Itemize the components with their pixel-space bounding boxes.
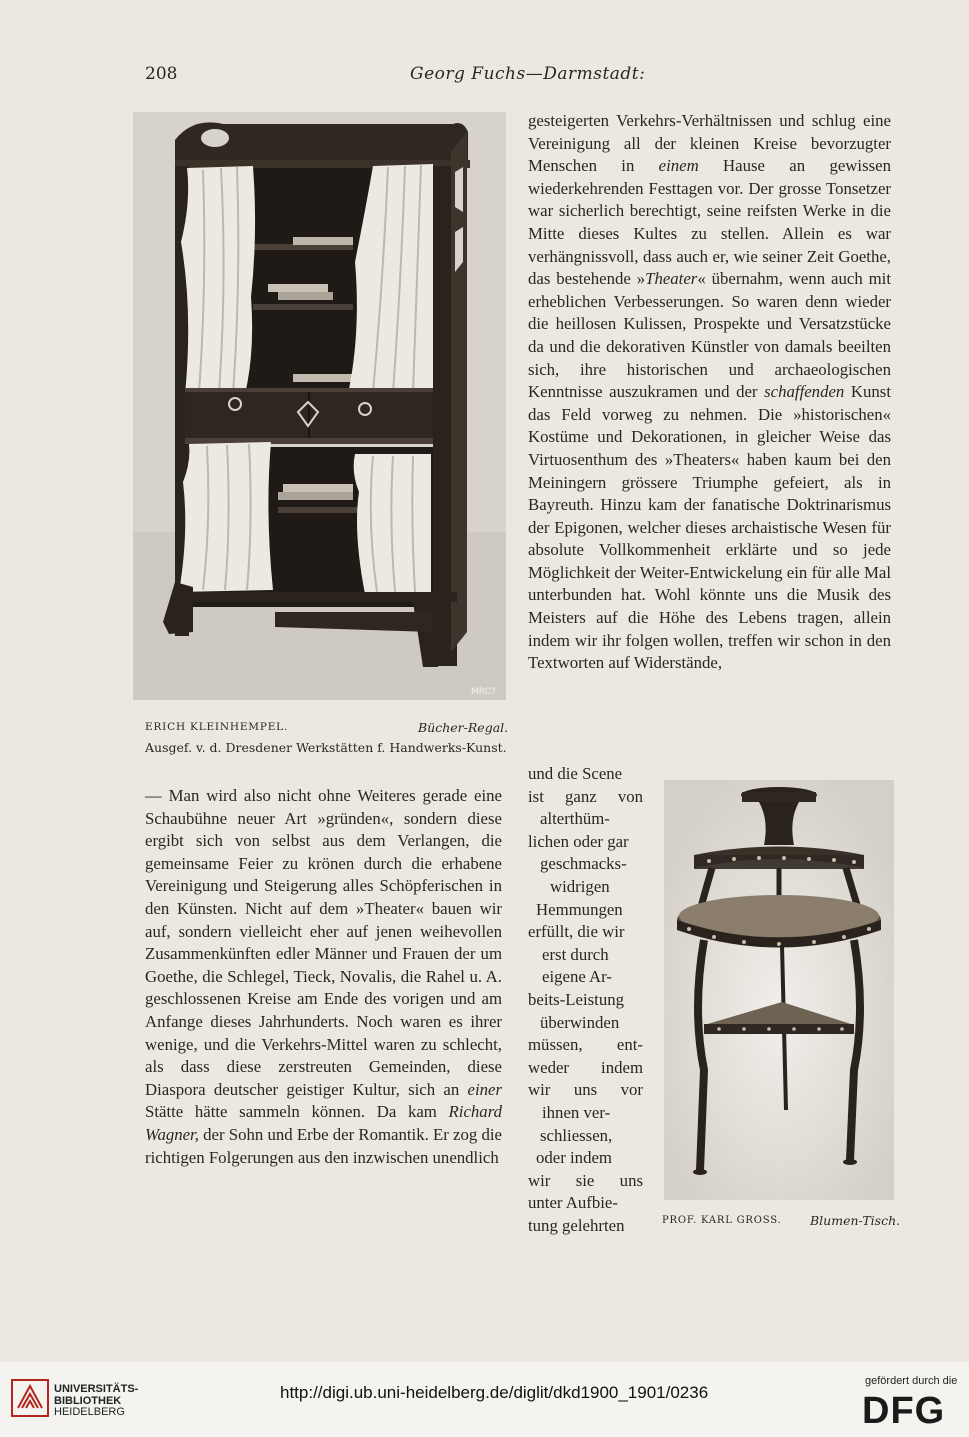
bookshelf-photo [133, 112, 506, 700]
body-text-left [145, 785, 502, 1169]
caption-designer-2: PROF. KARL GROSS. [662, 1215, 782, 1226]
narrow-line: wir uns vor [528, 1080, 643, 1100]
narrow-line: Hemmungen [536, 899, 623, 919]
narrow-line: beits-Leistung [528, 989, 625, 1009]
narrow-line: müssen, ent- [528, 1035, 643, 1055]
narrow-line: überwinden [540, 1012, 620, 1032]
narrow-line: und die Scene [528, 764, 623, 783]
narrow-line: oder indem [536, 1148, 612, 1168]
narrow-line: schliessen, [540, 1125, 613, 1145]
figure-bookshelf [133, 112, 506, 700]
photo-monogram: MRC? [471, 687, 496, 697]
dfg-logo: DFG [862, 1390, 946, 1432]
page-number: 208 [145, 64, 178, 84]
body-text-right [528, 110, 891, 675]
caption-title-1: Bücher-Regal. [418, 720, 509, 735]
narrow-line: geschmacks- [540, 854, 627, 874]
running-title: Georg Fuchs—Darmstadt: [410, 64, 646, 84]
narrow-line: widrigen [550, 876, 610, 896]
flower-table-photo [664, 780, 894, 1200]
library-name: UNIVERSITÄTS- BIBLIOTHEK HEIDELBERG [54, 1383, 139, 1418]
narrow-line: eigene Ar- [542, 967, 613, 987]
narrow-line: erfüllt, die wir [528, 922, 625, 942]
permalink-url[interactable]: http://digi.ub.uni-heidelberg.de/diglit/dkd1900_1901/0236 [280, 1383, 709, 1402]
narrow-line: erst durch [542, 944, 609, 964]
funding-note: gefördert durch die [865, 1375, 958, 1387]
narrow-line: weder indem [528, 1057, 643, 1077]
paragraph-left: — Man wird also nicht ohne Weiteres gerade eine Schaubühne neuer Art »gründen«, sondern diese ergibt sich von selbst aus dem Verlangen, die gemeinsame Feier zu krönen durch die erhabene Vereinigung und Steigerung alles Schöpferischen in den Künsten. Nicht auf dem »Theater« bauen wir auf, sondern vielleicht eher auf jenen weihevollen Zusammenkünften edler Männer und Frauen der um Goethe, die Schlegel, Tieck, Novalis, die Rahel u. A. geschlossenen Kreise am Ende des vorigen und am Anfange dieses Jahrhunderts. Noch waren es ihrer wenige, und die Verkehrs-Mittel waren zu schlecht, als dass diese zerstreuten Gemeinden, diese Diaspora deutscher geistiger Kultur, sich an einer Stätte hätte sammeln können. Da kam Richard Wagner, der Sohn und Erbe der Romantik. Er zog die richtigen Folgerungen aus den inzwischen unendlich [145, 786, 502, 1167]
narrow-line: wir sie uns [528, 1170, 643, 1190]
narrow-line: ist ganz von [528, 786, 643, 806]
paragraph-right: gesteigerten Verkehrs-Verhältnissen und schlug eine Vereinigung all der kleinen Kreise bevorzugter Menschen in einem Hause an gewissen wiederkehrenden Festtagen vor. Der grosse Tonsetzer war sicherlich berechtigt, seine reifsten Werke in die Mitte dieses Kultes zu stellen. Allein es war verhängnissvoll, dass auch er, wie seiner Zeit Goethe, das bestehende »Theater« übernahm, wenn auch mit erheblichen Verbesserungen. So waren denn wieder die heillosen Kulissen, Prospekte und Versatzstücke da und die dekorativen Künstler von damals beeilten sich, ihre historischen und archaeologischen Kenntnisse auszukramen und der schaffenden Kunst das Feld vorweg zu nehmen. Die »historischen« Kostüme und Dekorationen, in gleicher Weise das Virtuosenthum des »Theaters« haben kaum bei den Meiningern grössere Triumphe gefeiert, als in Bayreuth. Hinzu kam der fanatische Doktrinarismus der Epigonen, welcher dieses archaistische Wesen für absolute Vollkommenheit erklärte und so jede Möglichkeit der Weiter-Entwickelung ein für alle Mal unterbunden hat. Wohl könnte uns die Musik des Meisters auf die Höhe des Lebens tragen, allein indem wir ihr folgen wollen, treffen wir schon in den Textworten auf Widerstände, [528, 111, 892, 673]
figure-flower-table [664, 780, 894, 1200]
body-text-narrow [528, 763, 643, 1237]
caption-credit-1: Ausgef. v. d. Dresdener Werkstätten f. Handwerks-Kunst. [145, 740, 507, 755]
narrow-line: alterthüm- [540, 809, 610, 829]
narrow-line: lichen oder gar [528, 831, 629, 851]
narrow-line: ihnen ver- [542, 1102, 611, 1122]
narrow-line: unter Aufbie- [528, 1193, 618, 1213]
caption-designer-1: ERICH KLEINHEMPEL. [145, 721, 289, 733]
narrow-line: tung gelehrten [528, 1215, 625, 1235]
library-logo-icon [10, 1378, 50, 1418]
caption-title-2: Blumen-Tisch. [810, 1213, 901, 1228]
